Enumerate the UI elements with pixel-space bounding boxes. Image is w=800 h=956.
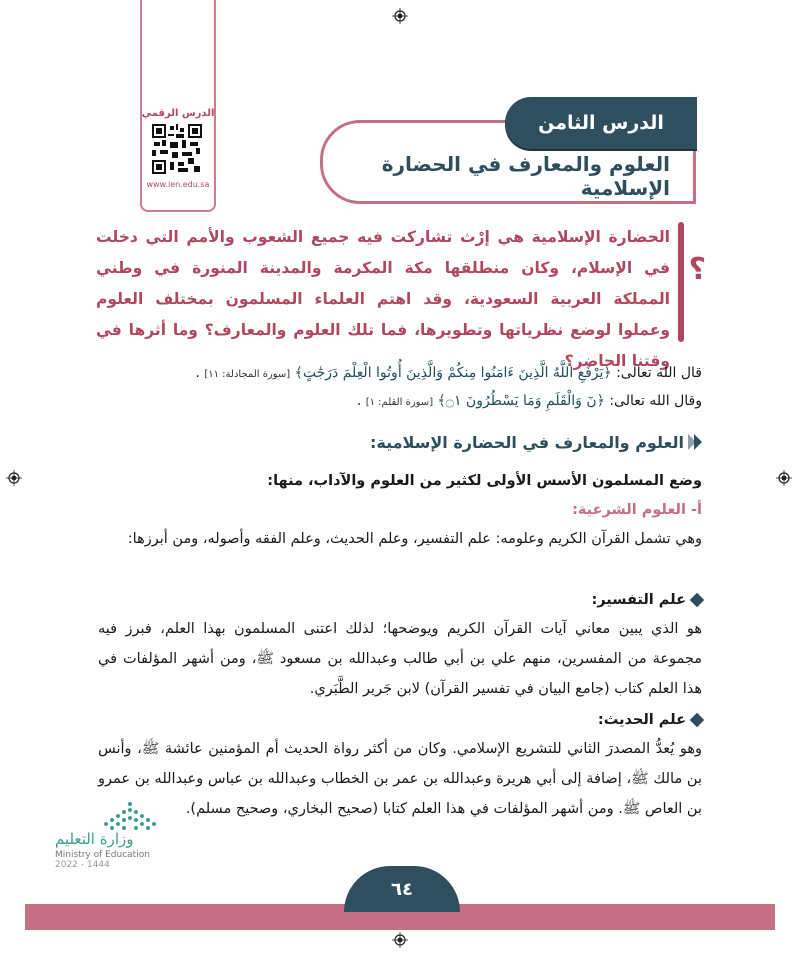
verse-line-1 [92, 362, 702, 386]
ministry-name-en: Ministry of Education [55, 850, 150, 860]
verse-reference: [سورة القلم: ١] [365, 397, 434, 408]
registration-mark-left [6, 470, 22, 486]
double-chevron-icon [690, 434, 702, 450]
tafsir-text: هو الذي يبين معاني آيات القرآن الكريم ويوضحها؛ لذلك اعتنى المسلمون بهذا العلم، فبرز فيه مجموعة من المفسرين، منهم علي بن أبي طالب وعبدالله بن مسعود ﷺ، ومن أشهر المؤلفات في هذا العلم كتاب (جامع البيان في تفسير القرآن) لابن جَرير الطَّبَري. [98, 621, 702, 697]
ministry-name-ar: وزارة التعليم [55, 830, 134, 848]
registration-mark-right [776, 470, 792, 486]
digital-lesson-label: الدرس الرقمي [141, 108, 215, 119]
intro-bar [678, 222, 684, 342]
subheading-sharia-sciences: أ- العلوم الشرعية: [572, 502, 702, 518]
verse-text: ﴿يَرْفَعِ اللَّهُ الَّذِينَ ءَامَنُوا مِنكُمْ وَالَّذِينَ أُوتُوا الْعِلْمَ دَرَجَٰتٍ﴾ [294, 365, 612, 381]
registration-mark-bottom [392, 932, 408, 948]
verse-prefix: قال الله تعالى: [616, 365, 702, 381]
verse-end: . [356, 393, 362, 409]
site-url[interactable]: www.ien.edu.sa [146, 180, 210, 189]
edition-year: 2022 - 1444 [55, 860, 110, 870]
lesson-number-tab: الدرس الثامن [505, 97, 697, 149]
section-lead: وضع المسلمون الأسس الأولى لكثير من العلوم والآداب، منها: [267, 473, 702, 489]
qr-code-icon[interactable] [152, 124, 202, 174]
section-heading-text: العلوم والمعارف في الحضارة الإسلامية: [369, 432, 684, 452]
verse-end: . [195, 365, 200, 381]
page-number: ٦٤ [344, 866, 460, 912]
diamond-bullet-icon [690, 713, 704, 727]
hadith-heading-text: علم الحديث: [597, 712, 686, 728]
verse-reference: [سورة المجادلة: ١١] [204, 369, 291, 380]
tafsir-heading [591, 592, 702, 608]
sharia-sciences-text: وهي تشمل القرآن الكريم وعلومه: علم التفسير، وعلم الحديث، وعلم الفقه وأصوله، ومن أبرزها: [127, 531, 702, 547]
ministry-logo [55, 830, 195, 870]
verse-line-2 [92, 390, 702, 414]
lesson-title: العلوم والمعارف في الحضارة الإسلامية [381, 152, 670, 200]
tafsir-heading-text: علم التفسير: [591, 592, 686, 608]
hadith-heading [598, 712, 702, 728]
verse-prefix: وقال الله تعالى: [609, 393, 702, 409]
hadith-text: وهو يُعدُّ المصدرَ الثاني للتشريع الإسلامي. وكان من أكثر رواة الحديث أم المؤمنين عائشة ﷺ، وأنس بن مالك ﷺ، إضافة إلى أبي هريرة وعبدالله بن عمر بن الخطاب وعبدالله بن عباس وعبدالله بن عمرو بن العاص ﷺ. ومن أشهر المؤلفات في هذا العلم كتابا (صحيح البخاري، وصحيح مسلم). [98, 741, 702, 817]
section-heading [370, 430, 702, 454]
intro-paragraph: الحضارة الإسلامية هي إرْث تشاركت فيه جميع الشعوب والأمم التي دخلت في الإسلام، وكان منطلقها مكة المكرمة والمدينة المنورة في وطني المملكة العربية السعودية، وقد اهتم العلماء المسلمون بمختلف العلوم وعملوا لوضع نظرياتها وتطويرها، فما تلك العلوم والمعارف؟ وما أثرها في وقتنا الحاضر؟ [96, 228, 670, 370]
diamond-bullet-icon [690, 593, 704, 607]
verse-text: ﴿نٓ وَالْقَلَمِ وَمَا يَسْطُرُونَ ۝١﴾ [437, 393, 605, 409]
ministry-logo-dots-icon [100, 800, 160, 832]
registration-mark-top [392, 8, 408, 24]
question-mark-icon: ؟ [688, 252, 706, 287]
